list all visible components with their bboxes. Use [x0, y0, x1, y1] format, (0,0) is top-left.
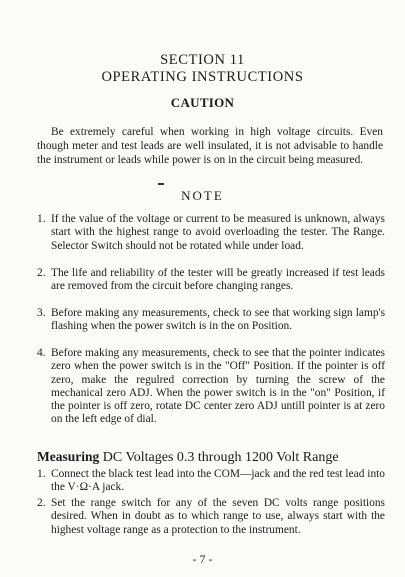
caution-paragraph: Be extremely careful when working in high voltage circuits. Even though meter and test leads are well insulated, it is not advisable to handle the instrument or leads while power is on in the circuit being measured. — [37, 126, 383, 166]
measuring-heading-rest: DC Voltages 0.3 through 1200 Volt Range — [99, 450, 339, 465]
stray-mark — [158, 183, 164, 185]
step-item-1 — [37, 468, 385, 495]
note-number: 3. — [37, 307, 46, 319]
main-title: OPERATING INSTRUCTIONS — [101, 69, 304, 85]
step-number: 2. — [37, 497, 46, 509]
note-number: 1. — [37, 213, 46, 225]
step-number: 1. — [37, 468, 46, 480]
caution-heading: CAUTION — [170, 95, 235, 110]
page-number: - 7 - — [192, 552, 213, 566]
step-text: Connect the black test lead into the COM—jack and the red test lead into the V·Ω·A jack. — [51, 468, 385, 494]
note-heading: NOTE — [181, 188, 224, 203]
step-item-2 — [37, 497, 385, 537]
measuring-heading — [37, 449, 387, 466]
step-text: Set the range switch for any of the seven DC volts range positions desired. When in doubt as to which range to use, always start with the highest voltage range as a protection to the instrument. — [51, 497, 385, 536]
note-item-3 — [37, 307, 385, 334]
note-item-4 — [37, 347, 385, 427]
measuring-heading-bold: Measuring — [37, 449, 100, 464]
note-item-2 — [37, 267, 385, 294]
note-text: The life and reliability of the tester will be greatly increased if test leads are removed from the circuit before changing ranges. — [51, 267, 385, 293]
note-text: Before making any measurements, check to see that working sign lamp's flashing when the power switch is in the on Position. — [51, 307, 385, 333]
note-number: 4. — [37, 347, 46, 359]
note-text: If the value of the voltage or current to be measured is unknown, always start with the highest range to avoid overloading the tester. The Range. Selector Switch should not be rotated while under load. — [51, 213, 385, 252]
note-item-1 — [37, 213, 385, 253]
note-text: Before making any measurements, check to see that the pointer indicates zero when the power switch is in the "Off" Position. If the pointer is off zero, make the regulred correction by turning the screw of the mechanical zero ADJ. When the power switch is in the "on" Position, if the pointer is off zero, rotate DC center zero ADJ untill pointer is at zero on the left edge of dial. — [51, 347, 385, 426]
note-number: 2. — [37, 267, 46, 279]
section-title: SECTION 11 — [160, 52, 245, 68]
